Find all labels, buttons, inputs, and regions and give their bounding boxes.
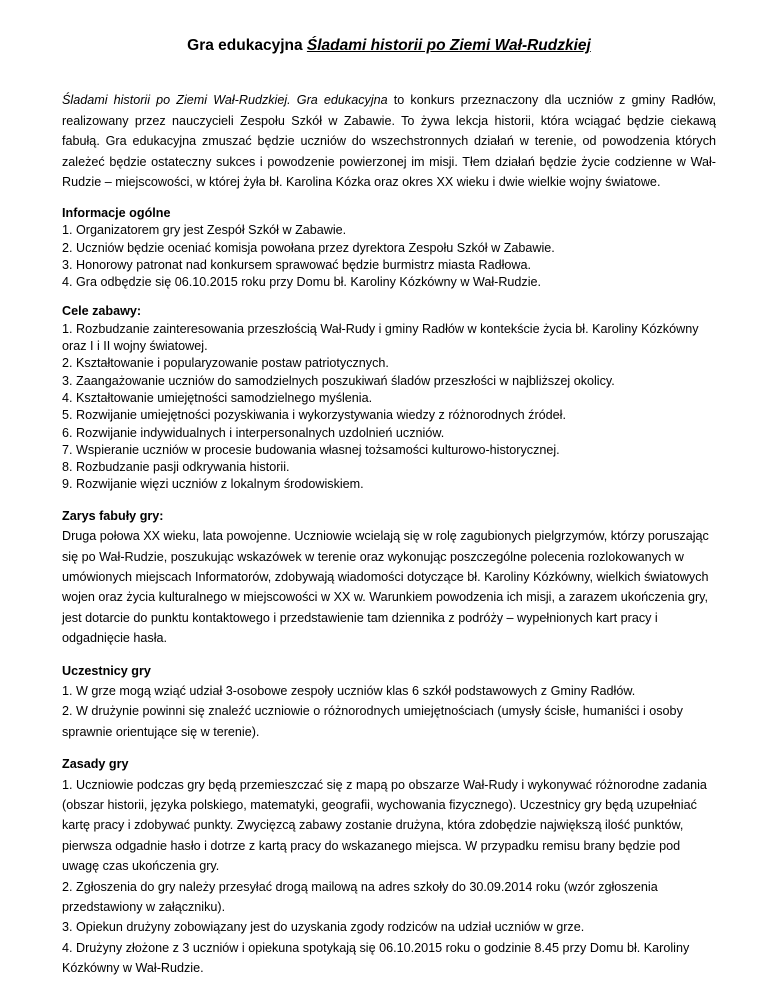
list-item: 7. Wspieranie uczniów w procesie budowania własnej tożsamości kulturowo-historycznej.: [62, 442, 560, 457]
section-heading: Cele zabawy:: [62, 304, 142, 319]
intro-text: to konkurs przeznaczony dla uczniów z gminy Radłów, realizowany przez nauczycieli Zespołu Szkół w Zabawie. To żywa lekcja historii, która wciągać będzie ciekawą fabułą. Gra edukacyjna zmuszać będzie uczniów do wszechstronnych działań w terenie, od powodzenia których zależeć będzie ostateczny sukces i powodzenie powierzonej im misji. Tłem działań będzie życie codzienne w Wał-Rudzie – miejscowości, w której żyła bł. Karolina Kózka oraz okres XX wieku i dwie wielkie wojny światowe.: [62, 93, 716, 190]
list-item: 1. Organizatorem gry jest Zespół Szkół w Zabawie.: [62, 223, 347, 238]
intro-paragraph: [62, 90, 716, 193]
title-prefix: Gra edukacyjna: [187, 37, 307, 54]
list-item: 5. Rozwijanie umiejętności pozyskiwania i wykorzystywania wiedzy z różnorodnych źródeł.: [62, 408, 566, 423]
section-rules: [62, 754, 716, 978]
list-item: 1. Rozbudzanie zainteresowania przeszłością Wał-Rudy i gminy Radłów w kontekście życia bł. Karoliny Kózkówny oraz I i II wojny światowej.: [62, 321, 699, 354]
section-heading: Zarys fabuły gry:: [62, 508, 164, 523]
list-item: 2. Uczniów będzie oceniać komisja powołana przez dyrektora Zespołu Szkół w Zabawie.: [62, 240, 555, 255]
list-item: 4. Drużyny złożone z 3 uczniów i opiekuna spotykają się 06.10.2015 roku o godzinie 8.45 przy Domu bł. Karoliny Kózkówny w Wał-Rudzie.: [62, 940, 690, 976]
list-item: 1. W grze mogą wziąć udział 3-osobowe zespoły uczniów klas 6 szkół podstawowych z Gminy Radłów.: [62, 683, 636, 698]
list-item: 2. Zgłoszenia do gry należy przesyłać drogą mailową na adres szkoły do 30.09.2014 roku (wzór zgłoszenia przedstawiony w załączniku).: [62, 879, 658, 915]
section-heading: Zasady gry: [62, 757, 129, 772]
section-heading: Informacje ogólne: [62, 205, 171, 220]
list-item: 4. Gra odbędzie się 06.10.2015 roku przy Domu bł. Karoliny Kózkówny w Wał-Rudzie.: [62, 275, 542, 290]
list-item: 1. Uczniowie podczas gry będą przemieszczać się z mapą po obszarze Wał-Rudy i wykonywać różnorodne zadania (obszar historii, języka polskiego, matematyki, geografii, wychowania fizycznego). Uczestnicy gry będą uzupełniać kartę pracy i zdobywać punkty. Zwycięzcą zabawy zostanie drużyna, która zdobędzie największą ilość punktów, pierwsza odgadnie hasło i dotrze z kartą pracy do wskazanego miejsca. W przypadku remisu brany będzie pod uwagę czas ukończenia gry.: [62, 777, 707, 874]
list-item: 3. Opiekun drużyny zobowiązany jest do uzyskania zgody rodziców na udział uczniów w grze.: [62, 920, 585, 935]
list-item: 8. Rozbudzanie pasji odkrywania historii.: [62, 460, 290, 475]
list-item: 3. Zaangażowanie uczniów do samodzielnych poszukiwań śladów przeszłości w najbliższej okolicy.: [62, 373, 615, 388]
section-heading: Uczestnicy gry: [62, 663, 151, 678]
list-item: 4. Kształtowanie umiejętności samodzielnego myślenia.: [62, 390, 373, 405]
list-item: 3. Honorowy patronat nad konkursem sprawować będzie burmistrz miasta Radłowa.: [62, 257, 531, 272]
plot-text: Druga połowa XX wieku, lata powojenne. Uczniowie wcielają się w rolę zagubionych pielgrzymów, którzy poruszając się po Wał-Rudzie, poszukując wskazówek w terenie oraz wykonując poszczególne polecenia rozlokowanych w umówionych miejscach Informatorów, zdobywają wiadomości dotyczące bł. Karoliny Kózkówny, wielkich światowych wojen oraz życia kulturalnego w miejscowości w XX w. Warunkiem powodzenia ich misji, a zarazem ukończenia gry, jest dotarcie do punktu kontaktowego i przedstawienie tam dziennika z podróży – wypełnionych kart pracy i odgadnięcie hasła.: [62, 529, 709, 646]
section-goals: [62, 303, 716, 493]
list-item: 2. Kształtowanie i popularyzowanie postaw patriotycznych.: [62, 356, 389, 371]
intro-italic: Śladami historii po Ziemi Wał-Rudzkiej. Gra edukacyjna: [62, 93, 388, 107]
list-item: 2. W drużynie powinni się znaleźć uczniowie o różnorodnych umiejętnościach (umysły ścisłe, humaniści i osoby sprawnie orientujące się w terenie).: [62, 704, 683, 739]
page-title: [62, 36, 716, 56]
title-italic: Śladami historii po Ziemi Wał-Rudzkiej: [306, 37, 591, 54]
list-item: 9. Rozwijanie więzi uczniów z lokalnym środowiskiem.: [62, 477, 364, 492]
list-item: 6. Rozwijanie indywidualnych i interpersonalnych uzdolnień uczniów.: [62, 425, 445, 440]
section-participants: [62, 661, 716, 743]
section-plot: [62, 506, 716, 649]
section-info: [62, 205, 716, 291]
